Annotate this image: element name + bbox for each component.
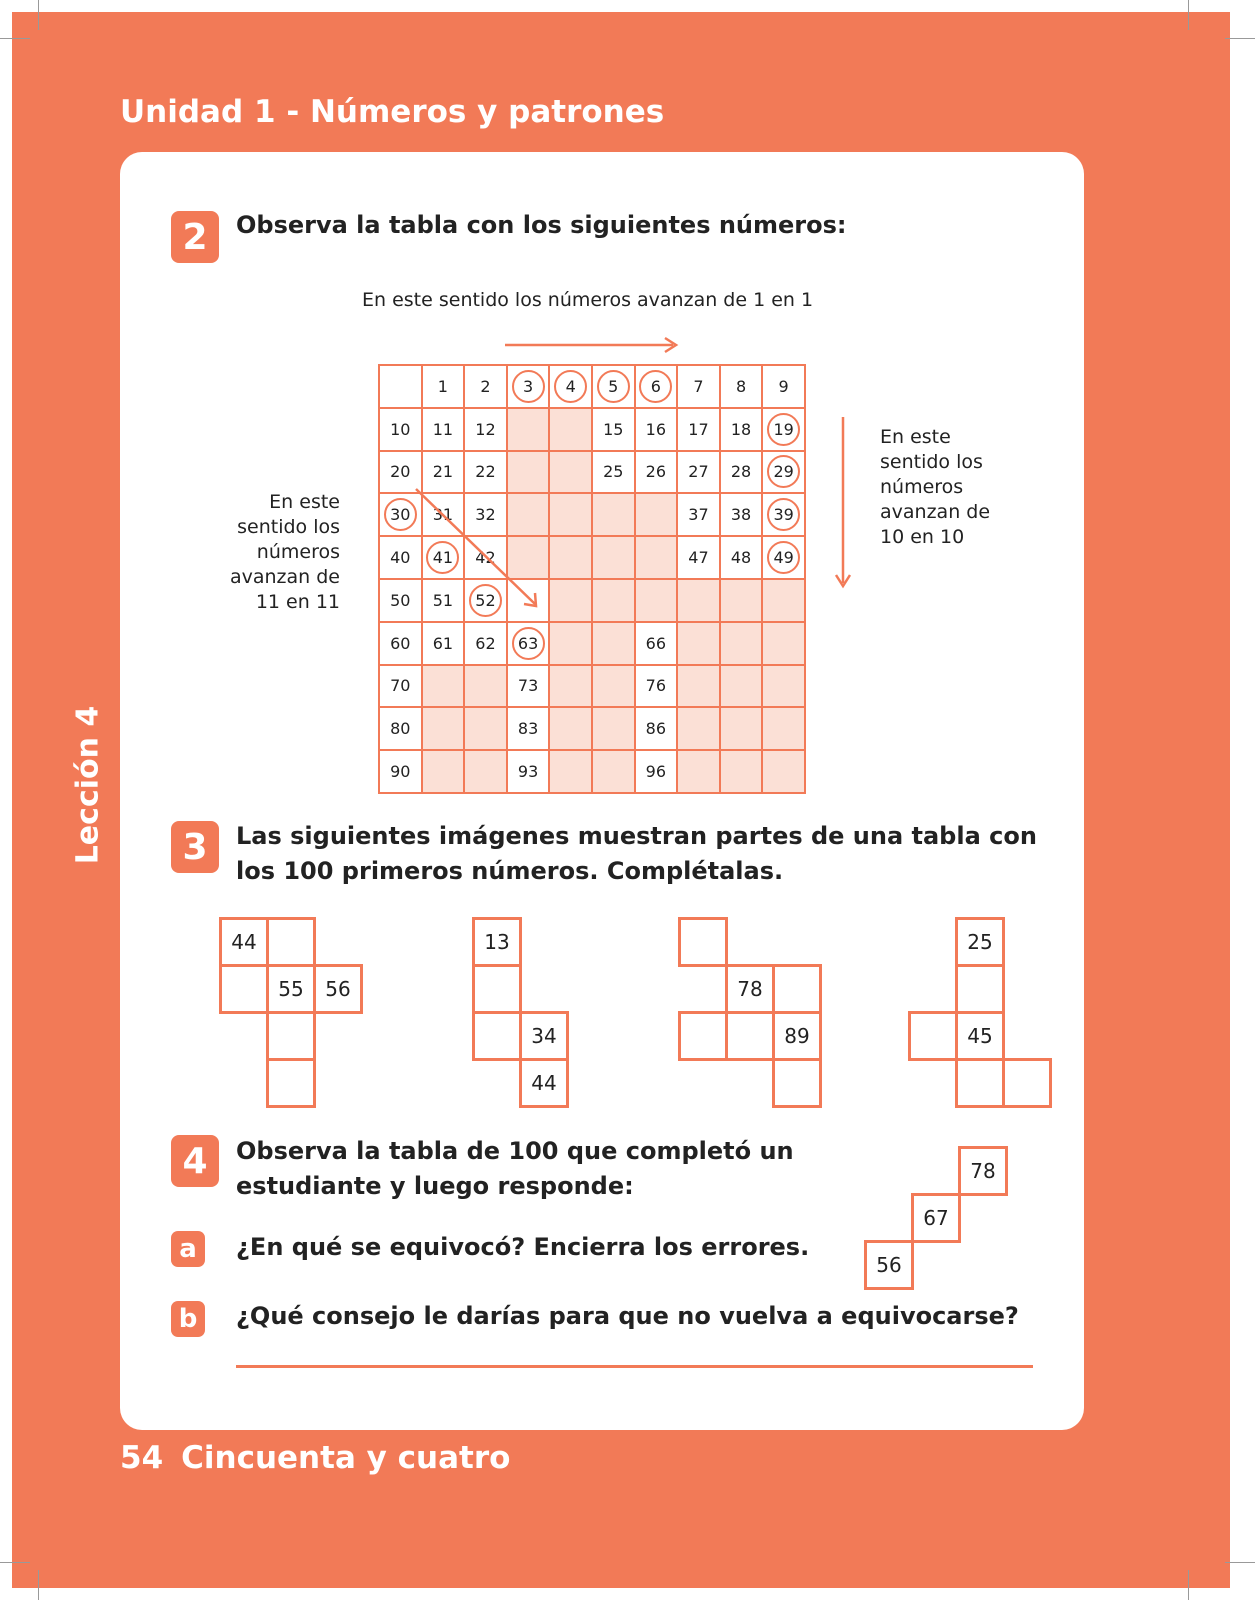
- table-cell: [635, 579, 678, 622]
- table-cell: 40: [379, 536, 422, 579]
- note-left-line: avanzan de: [229, 566, 340, 588]
- table-cell: 12: [464, 408, 507, 451]
- table-cell: [592, 750, 635, 793]
- note-left-line: números: [256, 541, 340, 563]
- question-3-line-1: Las siguientes imágenes muestran partes de una tabla con: [236, 822, 1037, 850]
- table-cell: 31: [422, 493, 465, 536]
- table-cell: [592, 493, 635, 536]
- table-cell: 17: [677, 408, 720, 451]
- table-cell: [677, 579, 720, 622]
- table-cell: [549, 579, 592, 622]
- table-cell: [549, 707, 592, 750]
- table-cell: 42: [464, 536, 507, 579]
- crop-mark: [1188, 0, 1189, 30]
- table-cell: 25: [592, 451, 635, 494]
- table-cell: 37: [677, 493, 720, 536]
- question-2-text: Observa la tabla con los siguientes números:: [236, 211, 847, 239]
- crop-mark: [1225, 38, 1255, 39]
- circled-number: 39: [767, 498, 800, 531]
- table-cell: [592, 365, 635, 408]
- table-cell: 61: [422, 622, 465, 665]
- table-cell: [507, 493, 550, 536]
- part-b-text: ¿Qué consejo le darías para que no vuelva a equivocarse?: [236, 1302, 1019, 1330]
- table-cell: [507, 408, 550, 451]
- table-cell: 10: [379, 408, 422, 451]
- table-cell: [720, 665, 763, 708]
- question-4-text: [236, 1134, 794, 1204]
- fragment-cell: 45: [955, 1011, 1005, 1061]
- table-cell: [635, 493, 678, 536]
- table-cell: [762, 750, 805, 793]
- circled-number: 4: [554, 370, 587, 403]
- note-right: [880, 425, 1040, 550]
- table-cell: 47: [677, 536, 720, 579]
- note-right-line: sentido los: [880, 451, 983, 473]
- fragment-cell: 78: [958, 1146, 1008, 1196]
- table-cell: [592, 579, 635, 622]
- table-cell: 96: [635, 750, 678, 793]
- table-cell: [464, 665, 507, 708]
- fragment-empty-cell[interactable]: [908, 1011, 958, 1061]
- table-cell: [464, 707, 507, 750]
- table-cell: 11: [422, 408, 465, 451]
- question-3-text: [236, 819, 1037, 889]
- table-cell: 48: [720, 536, 763, 579]
- table-cell: [422, 536, 465, 579]
- question-4-line-2: estudiante y luego responde:: [236, 1172, 634, 1200]
- table-cell: 16: [635, 408, 678, 451]
- fragment-empty-cell[interactable]: [678, 917, 728, 967]
- table-row: [379, 493, 805, 536]
- table-cell: [379, 365, 422, 408]
- table-cell: 20: [379, 451, 422, 494]
- table-cell: [549, 408, 592, 451]
- page-number: 54: [120, 1440, 164, 1476]
- table-cell: [762, 665, 805, 708]
- answer-line[interactable]: [236, 1365, 1033, 1368]
- fragment-empty-cell[interactable]: [955, 964, 1005, 1014]
- footer: [120, 1440, 510, 1476]
- table-cell: [549, 750, 592, 793]
- note-left-line: En este: [269, 491, 340, 513]
- part-a-badge: a: [171, 1231, 205, 1267]
- fragment-cell: 44: [219, 917, 269, 967]
- circled-number: 3: [512, 370, 545, 403]
- table-cell: [762, 579, 805, 622]
- table-cell: 93: [507, 750, 550, 793]
- table-cell: 80: [379, 707, 422, 750]
- table-cell: 38: [720, 493, 763, 536]
- table-cell: [464, 579, 507, 622]
- table-cell: 2: [464, 365, 507, 408]
- table-cell: 32: [464, 493, 507, 536]
- note-right-line: números: [880, 476, 964, 498]
- circled-number: 49: [767, 541, 800, 574]
- table-row: [379, 707, 805, 750]
- table-cell: [762, 493, 805, 536]
- fragment-empty-cell[interactable]: [1002, 1058, 1052, 1108]
- fragment-empty-cell[interactable]: [772, 964, 822, 1014]
- table-cell: [464, 750, 507, 793]
- fragment-empty-cell[interactable]: [266, 1011, 316, 1061]
- table-cell: [635, 365, 678, 408]
- table-cell: [720, 579, 763, 622]
- table-cell: 66: [635, 622, 678, 665]
- table-cell: [762, 536, 805, 579]
- lesson-tab: Lección 4: [70, 705, 106, 865]
- table-cell: 18: [720, 408, 763, 451]
- circled-number: 19: [767, 413, 800, 446]
- table-cell: [507, 451, 550, 494]
- crop-mark: [38, 0, 39, 30]
- crop-mark: [0, 1562, 30, 1563]
- table-cell: [422, 750, 465, 793]
- table-row: [379, 750, 805, 793]
- note-right-line: 10 en 10: [880, 526, 965, 548]
- fragment-cell: 56: [864, 1240, 914, 1290]
- fragment-cell: 67: [911, 1193, 961, 1243]
- note-top: En este sentido los números avanzan de 1 en 1: [362, 289, 814, 311]
- circled-number: 29: [767, 455, 800, 488]
- fragment-empty-cell[interactable]: [725, 1011, 775, 1061]
- table-row: [379, 451, 805, 494]
- fragment-empty-cell[interactable]: [472, 964, 522, 1014]
- table-cell: [549, 451, 592, 494]
- question-4-badge: 4: [171, 1135, 219, 1187]
- table-cell: [507, 622, 550, 665]
- circled-number: 63: [512, 627, 545, 660]
- note-left-line: 11 en 11: [255, 591, 340, 613]
- table-cell: 83: [507, 707, 550, 750]
- fragment-empty-cell[interactable]: [472, 1011, 522, 1061]
- circled-number: 52: [469, 584, 502, 617]
- table-cell: [677, 622, 720, 665]
- fragment-cell: 78: [725, 964, 775, 1014]
- table-cell: 1: [422, 365, 465, 408]
- table-cell: 9: [762, 365, 805, 408]
- table-cell: [549, 365, 592, 408]
- fragment-empty-cell[interactable]: [219, 964, 269, 1014]
- fragment-cell: 55: [266, 964, 316, 1014]
- table-cell: 50: [379, 579, 422, 622]
- table-cell: 90: [379, 750, 422, 793]
- table-cell: 22: [464, 451, 507, 494]
- fragment-cell: 25: [955, 917, 1005, 967]
- note-right-line: avanzan de: [880, 501, 991, 523]
- table-cell: [592, 707, 635, 750]
- fragment-cell: 89: [772, 1011, 822, 1061]
- note-left: [180, 490, 340, 615]
- table-cell: [507, 536, 550, 579]
- fragment-cell: 13: [472, 917, 522, 967]
- fragment-empty-cell[interactable]: [678, 1011, 728, 1061]
- table-row: [379, 579, 805, 622]
- table-cell: 8: [720, 365, 763, 408]
- table-cell: 51: [422, 579, 465, 622]
- unit-title: Unidad 1 - Números y patrones: [120, 94, 665, 130]
- table-cell: 70: [379, 665, 422, 708]
- table-cell: [677, 707, 720, 750]
- circled-number: 6: [639, 370, 672, 403]
- circled-number: 30: [384, 498, 417, 531]
- table-cell: [379, 493, 422, 536]
- table-cell: [592, 622, 635, 665]
- table-row: [379, 622, 805, 665]
- table-cell: [422, 665, 465, 708]
- crop-mark: [0, 38, 30, 39]
- table-row: [379, 408, 805, 451]
- table-cell: 76: [635, 665, 678, 708]
- table-cell: [720, 707, 763, 750]
- table-cell: [549, 622, 592, 665]
- note-left-line: sentido los: [237, 516, 340, 538]
- table-cell: [762, 707, 805, 750]
- fragment-cell: 34: [519, 1011, 569, 1061]
- part-a-text: ¿En qué se equivocó? Encierra los errores.: [236, 1233, 810, 1261]
- crop-mark: [1225, 1562, 1255, 1563]
- question-4-line-1: Observa la tabla de 100 que completó un: [236, 1137, 794, 1165]
- table-cell: 26: [635, 451, 678, 494]
- table-cell: 21: [422, 451, 465, 494]
- circled-number: 41: [426, 541, 459, 574]
- table-row: [379, 365, 805, 408]
- fragment-empty-cell[interactable]: [955, 1058, 1005, 1108]
- fragment-empty-cell[interactable]: [266, 1058, 316, 1108]
- table-cell: [677, 665, 720, 708]
- table-cell: [762, 451, 805, 494]
- table-cell: 62: [464, 622, 507, 665]
- table-cell: [549, 536, 592, 579]
- table-cell: [762, 622, 805, 665]
- table-cell: [592, 665, 635, 708]
- table-cell: [720, 750, 763, 793]
- table-cell: [677, 750, 720, 793]
- table-cell: [592, 536, 635, 579]
- table-row: [379, 665, 805, 708]
- table-cell: 73: [507, 665, 550, 708]
- table-cell: [422, 707, 465, 750]
- page-number-words: Cincuenta y cuatro: [181, 1440, 511, 1476]
- note-right-line: En este: [880, 426, 951, 448]
- question-2-badge: 2: [171, 211, 219, 263]
- table-cell: [635, 536, 678, 579]
- table-cell: [507, 579, 550, 622]
- table-cell: 86: [635, 707, 678, 750]
- table-cell: 15: [592, 408, 635, 451]
- hundred-table: [378, 364, 806, 794]
- table-cell: 27: [677, 451, 720, 494]
- crop-mark: [38, 1570, 39, 1600]
- table-row: [379, 536, 805, 579]
- fragment-empty-cell[interactable]: [266, 917, 316, 967]
- table-cell: [549, 493, 592, 536]
- fragment-cell: 56: [313, 964, 363, 1014]
- table-cell: 7: [677, 365, 720, 408]
- table-cell: [549, 665, 592, 708]
- fragment-cell: 44: [519, 1058, 569, 1108]
- table-cell: [720, 622, 763, 665]
- table-cell: 28: [720, 451, 763, 494]
- question-3-badge: 3: [171, 821, 219, 873]
- table-cell: [507, 365, 550, 408]
- question-3-line-2: los 100 primeros números. Complétalas.: [236, 857, 784, 885]
- table-cell: 60: [379, 622, 422, 665]
- fragment-empty-cell[interactable]: [772, 1058, 822, 1108]
- table-cell: [762, 408, 805, 451]
- circled-number: 5: [597, 370, 630, 403]
- part-b-badge: b: [171, 1301, 205, 1337]
- crop-mark: [1188, 1570, 1189, 1600]
